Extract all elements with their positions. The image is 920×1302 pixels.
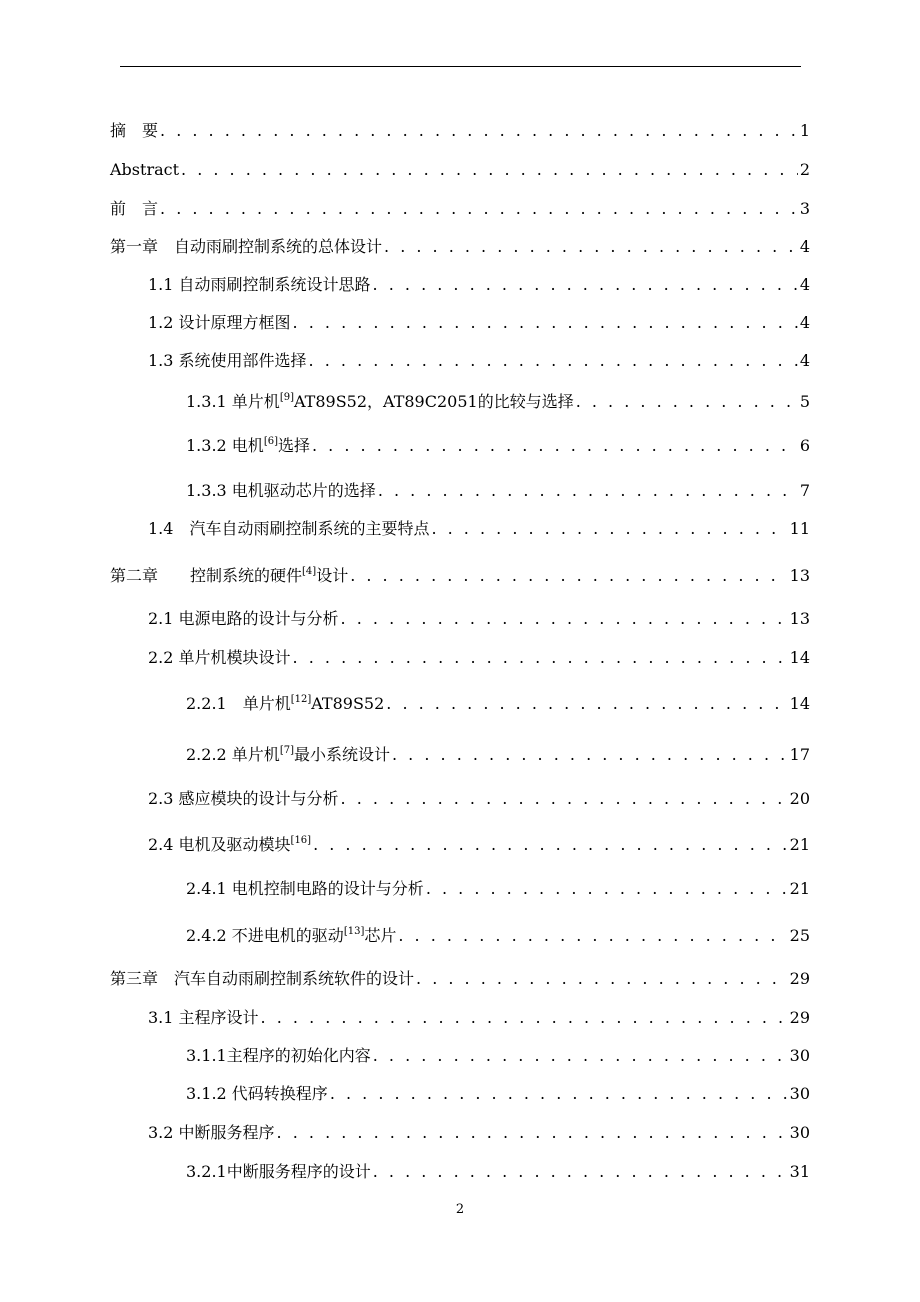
toc-leader-dots [312,436,798,456]
toc-entry-section-1-3-1[interactable] [186,392,810,412]
toc-leader-dots [293,313,798,333]
toc-entry-title [186,694,386,714]
toc-entry-title [186,436,312,456]
toc-entry-page: 4 [799,351,810,370]
toc-entry-title: 摘 要 [110,121,159,140]
toc-title-text: 选择 [277,436,310,455]
toc-leader-dots [341,789,788,809]
toc-entry-section-2-3[interactable] [148,789,810,809]
toc-leader-dots [373,275,798,295]
toc-leader-dots [373,1046,788,1066]
toc-title-text: AT89S52，AT89C2051的比较与选择 [293,392,574,411]
toc-leader-dots [277,1123,788,1143]
toc-title-text: 2.4.2 不进电机的驱动 [186,926,344,945]
toc-entry-title: 3.1 主程序设计 [148,1008,259,1027]
toc-entry-page: 29 [789,969,810,988]
toc-entry-title: 2.1 电源电路的设计与分析 [148,609,339,628]
citation-reference: [4] [302,566,317,577]
toc-entry-page: 13 [789,566,810,585]
toc-leader-dots [293,648,788,668]
toc-title-text: 2.2.1 单片机 [186,694,291,713]
toc-leader-dots [350,566,787,586]
toc-entry-page: 4 [799,237,810,256]
toc-title-text: 设计 [316,566,349,585]
toc-entry-page: 30 [789,1046,810,1065]
toc-title-text: 2.2.2 单片机 [186,745,280,764]
toc-entry-page: 6 [799,436,810,455]
toc-leader-dots [261,1008,788,1028]
toc-leader-dots [313,835,788,855]
toc-leader-dots [426,879,788,899]
toc-entry-title: Abstract [110,160,180,179]
toc-entry-section-1-3[interactable] [148,351,810,371]
toc-title-text: 第二章 控制系统的硬件 [110,566,303,585]
toc-entry-section-2-4[interactable] [148,835,810,855]
toc-leader-dots [398,926,787,946]
toc-entry-title: 3.1.2 代码转换程序 [186,1084,328,1103]
toc-entry-chapter-1[interactable] [110,237,810,257]
toc-entry-page: 25 [789,926,810,945]
toc-entry-section-2-2-2[interactable] [186,745,810,765]
toc-entry-section-1-1[interactable] [148,275,810,295]
toc-leader-dots [384,237,798,257]
toc-leader-dots [431,519,787,539]
toc-entry-section-2-4-1[interactable] [186,879,810,899]
toc-entry-page: 2 [799,160,810,179]
toc-leader-dots [386,694,787,714]
toc-entry-section-1-3-3[interactable] [186,481,810,501]
citation-reference: [6] [263,436,278,447]
toc-entry-title: 第一章 自动雨刷控制系统的总体设计 [110,237,383,256]
toc-entry-title [186,392,576,412]
toc-entry-section-3-1-1[interactable] [186,1046,810,1066]
toc-entry-title [110,566,350,586]
toc-entry-page: 30 [789,1084,810,1103]
toc-entry-page: 14 [789,648,810,667]
toc-title-text: 芯片 [364,926,397,945]
toc-leader-dots [392,745,788,765]
toc-entry-page: 4 [799,275,810,294]
toc-entry-page: 1 [799,121,810,140]
citation-reference: [9] [279,392,294,403]
toc-entry-section-3-2-1[interactable] [186,1162,810,1182]
toc-entry-title: 2.3 感应模块的设计与分析 [148,789,339,808]
toc-leader-dots [309,351,798,371]
toc-entry-section-2-1[interactable] [148,609,810,629]
toc-leader-dots [330,1084,788,1104]
toc-entry-page: 29 [789,1008,810,1027]
toc-entry-title: 3.1.1主程序的初始化内容 [186,1046,371,1065]
toc-leader-dots [416,969,788,989]
toc-leader-dots [576,392,798,412]
toc-entry-chapter-2[interactable] [110,566,810,586]
toc-leader-dots [373,1162,788,1182]
toc-entry-page: 13 [789,609,810,628]
toc-entry-title: 第三章 汽车自动雨刷控制系统软件的设计 [110,969,415,988]
toc-entry-page: 30 [789,1123,810,1142]
toc-entry-page: 17 [789,745,810,764]
citation-reference: [7] [279,745,294,756]
toc-leader-dots [341,609,788,629]
toc-entry-page: 7 [799,481,810,500]
toc-entry-section-2-2-1[interactable] [186,694,810,714]
toc-entry-section-3-1[interactable] [148,1008,810,1028]
toc-entry-page: 11 [789,519,810,538]
toc-entry-page: 21 [789,879,810,898]
toc-entry-page: 20 [789,789,810,808]
toc-leader-dots [181,160,798,180]
toc-entry-title [186,745,392,765]
footer-page-number: 2 [455,1202,465,1217]
toc-entry-section-2-4-2[interactable] [186,926,810,946]
toc-leader-dots [378,481,798,501]
toc-entry-section-2-2[interactable] [148,648,810,668]
toc-leader-dots [160,121,798,141]
toc-entry-page: 4 [799,313,810,332]
toc-entry-title: 3.2.1中断服务程序的设计 [186,1162,371,1181]
toc-entry-section-1-3-2[interactable] [186,436,810,456]
toc-entry-section-1-2[interactable] [148,313,810,333]
toc-entry-page: 14 [789,694,810,713]
toc-entry-title: 1.3 系统使用部件选择 [148,351,307,370]
toc-leader-dots [160,199,798,219]
toc-entry-section-1-4[interactable] [148,519,810,539]
toc-entry-title: 2.2 单片机模块设计 [148,648,291,667]
toc-entry-title: 1.4 汽车自动雨刷控制系统的主要特点 [148,519,430,538]
toc-entry-preface[interactable] [110,199,810,219]
citation-reference: [12] [290,694,312,705]
toc-entry-page: 5 [799,392,810,411]
toc-entry-abstract-cn[interactable] [110,121,810,141]
toc-title-text: 最小系统设计 [293,745,390,764]
toc-title-text: 1.3.2 电机 [186,436,264,455]
toc-entry-chapter-3[interactable] [110,969,810,989]
toc-entry-title: 1.2 设计原理方框图 [148,313,291,332]
toc-entry-section-3-1-2[interactable] [186,1084,810,1104]
toc-entry-title [186,926,398,946]
toc-title-text: AT89S52 [311,694,385,713]
toc-entry-title: 前 言 [110,199,159,218]
toc-title-text: 2.4 电机及驱动模块 [148,835,291,854]
toc-entry-title [148,835,313,855]
toc-entry-section-3-2[interactable] [148,1123,810,1143]
citation-reference: [13] [343,926,365,937]
toc-entry-title: 1.1 自动雨刷控制系统设计思路 [148,275,371,294]
toc-entry-title: 2.4.1 电机控制电路的设计与分析 [186,879,424,898]
toc-entry-page: 21 [789,835,810,854]
toc-entry-page: 3 [799,199,810,218]
toc-entry-page: 31 [789,1162,810,1181]
toc-entry-title: 3.2 中断服务程序 [148,1123,275,1142]
toc-entry-title: 1.3.3 电机驱动芯片的选择 [186,481,376,500]
toc-title-text: 1.3.1 单片机 [186,392,280,411]
toc-entry-abstract-en[interactable] [110,160,810,180]
citation-reference: [16] [290,835,312,846]
